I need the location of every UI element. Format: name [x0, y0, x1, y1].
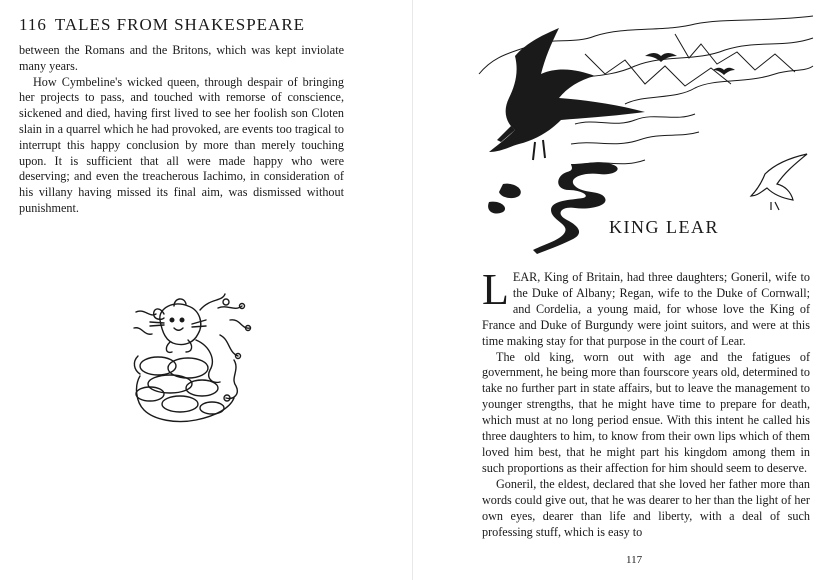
left-body-text [19, 43, 344, 217]
left-paragraph-2: How Cymbeline's wicked queen, through despair of bringing her projects to pass, and touched with remorse of conscience, sickened and died, having first lived to see her foolish son Cloten slain in a quarrel which he had provoked, are events too tragical to interrupt this happy conclusion by more than merely touching upon. It is sufficient that all were made happy who were deserving; and even the treacherous Iachimo, in consideration of his villany having missed its final aim, was dismissed without punishment. [19, 74, 344, 215]
left-paragraph-1: between the Romans and the Britons, which was kept inviolate many years. [19, 43, 344, 73]
book-title: TALES FROM SHAKESPEARE [54, 15, 306, 34]
right-paragraph-2: The old king, worn out with age and the fatigues of government, he being more than fourscore years old, determined to take no further part in state affairs, but to leave the management to younger strengths, that he might have time to prepare for death, which must at no long period ensue. With this intent he called his three daughters to him, to know from their own lips which of them loved him best, that he might part his kingdom among them in such proportions as their affection for him should seem to deserve. [482, 349, 810, 475]
right-page [413, 0, 826, 580]
running-head [19, 15, 305, 35]
chapter-title: KING LEAR [609, 217, 719, 237]
right-paragraph-3: Goneril, the eldest, declared that she loved her father more than words could give out, that he was dearer to her than the light of her own eyes, dearer than life and liberty, with a deal of such professing stuff, which is easy to [482, 476, 810, 539]
page-number-right: 117 [626, 554, 643, 566]
right-paragraph-1 [482, 265, 810, 350]
right-paragraph-1-text: EAR, King of Britain, had three daughters; Goneril, wife to the Duke of Albany; Regan, wife to the Duke of Cornwall; and Cordelia, a young maid, for whose love the King of France and Duke of Burgundy were joint suitors, and were at this time making stay for that purpose in the court of Lear. [482, 270, 810, 348]
page-number-left: 116 [19, 15, 47, 34]
mouse-tailpiece-illustration [130, 290, 252, 430]
right-body-text [482, 265, 810, 540]
drop-cap: L [482, 265, 509, 314]
